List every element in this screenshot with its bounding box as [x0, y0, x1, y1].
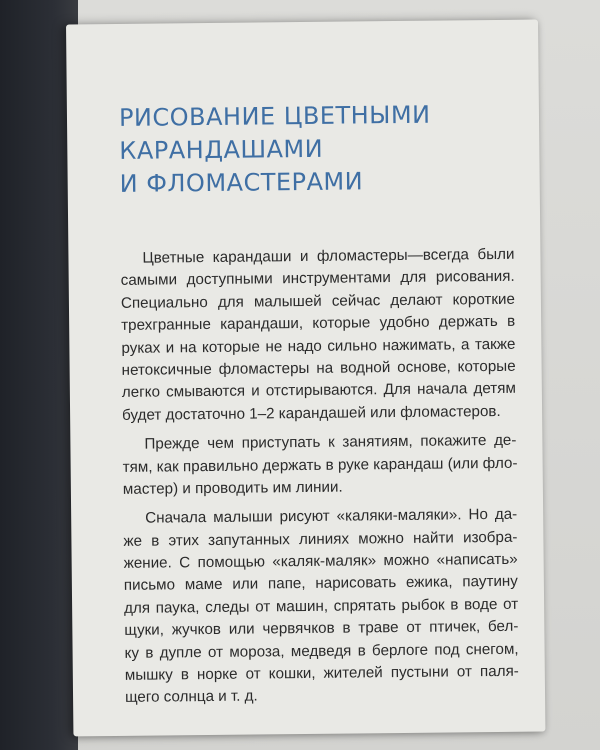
- paragraph: [122, 430, 517, 501]
- text-line: же в этих запутанных линиях можно найти изобра-: [123, 528, 518, 550]
- chapter-heading: [119, 98, 500, 201]
- text-line: ку в дупле от мороза, медведя в берлоге под снегом,: [124, 640, 519, 662]
- text-line: щуки, жучков или червячков в траве от птичек, бел-: [124, 618, 519, 640]
- text-line: щего солнца и т. д.: [124, 687, 258, 707]
- text-line: тям, как правильно держать в руке карандаш (или фло-: [122, 454, 518, 476]
- body-text: [120, 244, 519, 710]
- paragraph: [123, 504, 519, 710]
- text-line: письмо маме или папе, нарисовать ежика, паутину: [123, 573, 518, 595]
- text-line: Прежде чем приступать к занятиям, покажите де-: [144, 431, 517, 453]
- text-line: будет достаточно 1–2 карандашей или фломастеров.: [122, 402, 501, 424]
- text-line: Цветные карандаши и фломастеры—всегда были: [142, 245, 515, 267]
- text-line: руках и на которые не надо сильно нажимать, а также: [121, 335, 516, 357]
- text-line: Специально для малышей сейчас делают короткие: [120, 290, 516, 312]
- book-page: [66, 20, 545, 737]
- text-line: самыми доступными инструментами для рисования.: [120, 268, 515, 290]
- text-line: жение. С помощью «каляк-маляк» можно «написать»: [123, 550, 518, 572]
- heading-line: РИСОВАНИЕ ЦВЕТНЫМИ: [118, 100, 431, 132]
- text-line: нетоксичные фломастеры на водной основе, которые: [121, 357, 516, 379]
- text-line: Сначала малыши рисуют «каляки-маляки». Но да-: [145, 506, 518, 527]
- text-line: мастер) и проводить им линии.: [122, 478, 343, 498]
- text-line: легко смываются и отстирываются. Для начала детям: [121, 380, 516, 402]
- text-line: трехгранные карандаши, которые удобно держать в: [121, 312, 516, 335]
- heading-line: И ФЛОМАСТЕРАМИ: [119, 167, 364, 198]
- heading-line: КАРАНДАШАМИ: [119, 134, 324, 165]
- paragraph: [120, 244, 516, 427]
- text-line: мышку в норке от кошки, жителей пустыни от паля-: [124, 662, 519, 684]
- text-line: для паука, следы от машин, спрятать рыбок в воде от: [124, 595, 519, 617]
